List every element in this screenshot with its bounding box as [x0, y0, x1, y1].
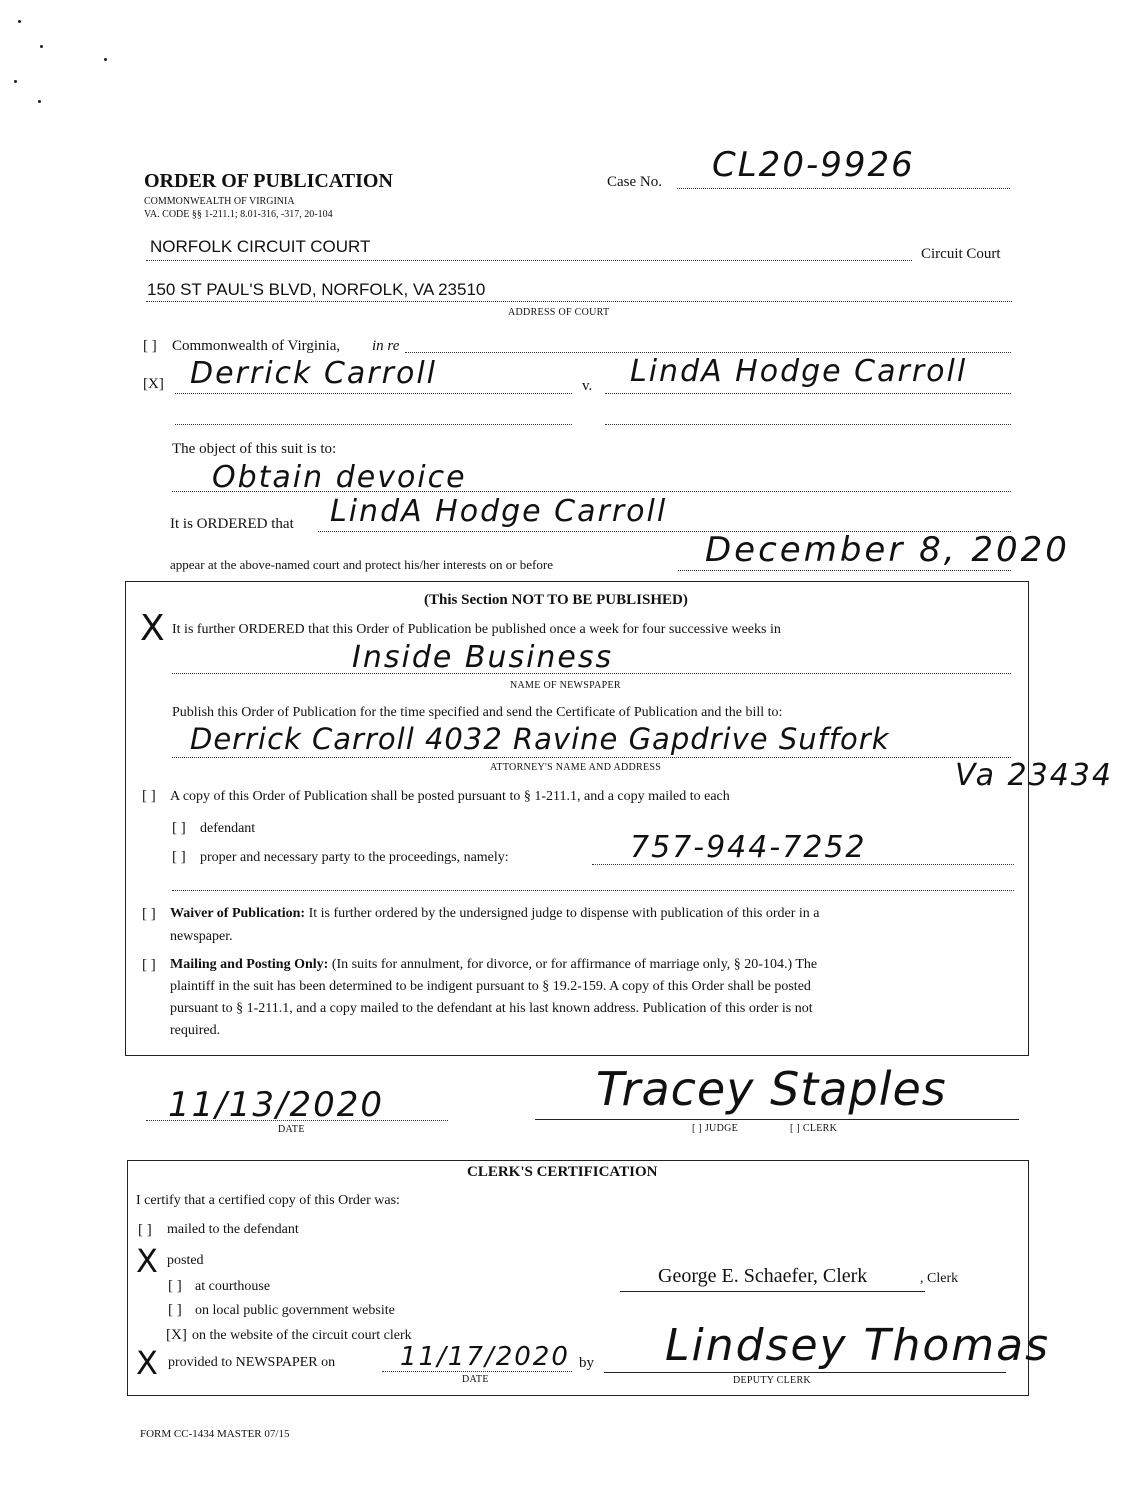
proper-label: proper and necessary party to the proceedings, namely: — [200, 850, 509, 865]
checkbox-commonwealth[interactable]: [ ] — [143, 338, 157, 354]
mailing-text-3: pursuant to § 1-211.1, and a copy mailed to the defendant at his last known address. Publication of this order is not — [170, 1001, 813, 1016]
clerk-name: George E. Schaefer, Clerk — [658, 1265, 868, 1287]
address-line — [146, 301, 1012, 302]
ordered-label: It is ORDERED that — [170, 516, 294, 532]
judge-signature-line — [535, 1119, 1019, 1120]
object-value[interactable]: Obtain devoice — [212, 460, 467, 495]
clerk-name-line — [620, 1291, 925, 1292]
deputy-signature-line — [604, 1372, 1006, 1373]
checkbox-proper[interactable]: [ ] — [172, 849, 186, 865]
waiver-text: It is further ordered by the undersigned judge to dispense with publication of this order in a — [308, 906, 820, 921]
signature-date-line — [146, 1120, 448, 1121]
mailed-label: mailed to the defendant — [167, 1222, 299, 1237]
commonwealth-label: Commonwealth of Virginia, — [172, 338, 341, 354]
deputy-label: DEPUTY CLERK — [733, 1375, 811, 1386]
copy-text: A copy of this Order of Publication shall be posted pursuant to § 1-211.1, and a copy mailed to each — [170, 789, 730, 804]
in-re-label: in re — [372, 338, 400, 354]
appear-label: appear at the above-named court and protect his/her interests on or before — [170, 557, 553, 572]
newspaper-line — [172, 673, 1011, 674]
clerk-suffix: , Clerk — [920, 1271, 959, 1286]
checkbox-copy[interactable]: [ ] — [142, 788, 156, 804]
case-number[interactable]: CL20-9926 — [712, 145, 915, 185]
court-address[interactable]: 150 ST PAUL'S BLVD, NORFOLK, VA 23510 — [147, 280, 486, 299]
certification-intro: I certify that a certified copy of this Order was: — [136, 1193, 400, 1208]
newspaper-name[interactable]: Inside Business — [352, 640, 614, 675]
judge-checkbox-label[interactable]: [ ] JUDGE — [692, 1123, 739, 1134]
section-heading: (This Section NOT TO BE PUBLISHED) — [424, 592, 688, 608]
certification-heading: CLERK'S CERTIFICATION — [467, 1164, 658, 1180]
form-code: VA. CODE §§ 1-211.1; 8.01-316, -317, 20-104 — [144, 209, 333, 220]
mailing-text-2: plaintiff in the suit has been determined to be indigent pursuant to § 19.2-159. A copy of this Order shall be posted — [170, 979, 811, 994]
object-label: The object of this suit is to: — [172, 441, 337, 457]
defendant-name[interactable]: LindA Hodge Carroll — [630, 354, 968, 389]
checkbox-provided[interactable]: X — [136, 1344, 160, 1382]
checkbox-party[interactable]: [X] — [143, 376, 164, 392]
courthouse-label: at courthouse — [195, 1279, 271, 1294]
further-text: It is further ORDERED that this Order of Publication be published once a week for four successive weeks in — [172, 622, 781, 637]
by-label: by — [579, 1355, 594, 1371]
mailing-heading: Mailing and Posting Only: — [170, 957, 329, 972]
court-suffix: Circuit Court — [921, 246, 1001, 262]
newspaper-label: NAME OF NEWSPAPER — [510, 680, 621, 691]
defendant-line — [605, 393, 1011, 394]
attorney-name-address[interactable]: Derrick Carroll 4032 Ravine Gapdrive Suffork — [190, 722, 890, 756]
mailing-text-4: required. — [170, 1023, 221, 1038]
scan-speck — [18, 20, 21, 23]
attorney-line — [172, 757, 1011, 758]
waiver-heading: Waiver of Publication: — [170, 906, 306, 921]
checkbox-clerk-site[interactable]: [X] — [166, 1327, 187, 1343]
address-label: ADDRESS OF COURT — [508, 307, 610, 318]
in-re-line — [405, 352, 1011, 353]
provided-label: provided to NEWSPAPER on — [168, 1355, 336, 1370]
court-name[interactable]: NORFOLK CIRCUIT COURT — [150, 237, 371, 256]
clerk-checkbox-label[interactable]: [ ] CLERK — [790, 1123, 838, 1134]
appear-line — [678, 570, 1011, 571]
form-subtitle: COMMONWEALTH OF VIRGINIA — [144, 196, 295, 207]
checkbox-local-site[interactable]: [ ] — [168, 1302, 182, 1318]
proper-value[interactable]: 757-944-7252 — [630, 830, 867, 865]
proper-line-2 — [172, 890, 1014, 891]
signature-date-label: DATE — [278, 1124, 305, 1135]
scan-speck — [40, 45, 43, 48]
checkbox-posted[interactable]: X — [136, 1242, 160, 1280]
case-label: Case No. — [607, 174, 662, 190]
form-number: FORM CC-1434 MASTER 07/15 — [140, 1428, 290, 1440]
provided-date[interactable]: 11/17/2020 — [400, 1342, 570, 1372]
publish-text: Publish this Order of Publication for the time specified and send the Certificate of Publication and the bill to: — [172, 705, 783, 720]
defendant-label: defendant — [200, 821, 256, 836]
plaintiff-name[interactable]: Derrick Carroll — [190, 356, 437, 391]
signature-date[interactable]: 11/13/2020 — [168, 1085, 384, 1125]
judge-signature[interactable]: Tracey Staples — [596, 1062, 947, 1116]
mailing-text-1: (In suits for annulment, for divorce, or for affirmance of marriage only, § 20-104.) The — [331, 957, 818, 972]
checkbox-waiver[interactable]: [ ] — [142, 906, 156, 922]
defendant-line-2 — [605, 424, 1011, 425]
plaintiff-line-2 — [175, 424, 572, 425]
ordered-party[interactable]: LindA Hodge Carroll — [330, 494, 668, 529]
checkbox-courthouse[interactable]: [ ] — [168, 1278, 182, 1294]
plaintiff-line — [175, 393, 572, 394]
checkbox-defendant[interactable]: [ ] — [172, 820, 186, 836]
attorney-label: ATTORNEY'S NAME AND ADDRESS — [490, 762, 662, 773]
provided-date-label: DATE — [462, 1374, 489, 1385]
appear-date[interactable]: December 8, 2020 — [705, 530, 1070, 570]
scan-speck — [104, 58, 107, 61]
posted-label: posted — [167, 1253, 204, 1268]
scan-speck — [14, 80, 17, 83]
clerk-site-label: on the website of the circuit court clerk — [192, 1328, 412, 1343]
object-line — [172, 491, 1011, 492]
checkbox-mailing[interactable]: [ ] — [142, 957, 156, 973]
scan-speck — [38, 100, 41, 103]
versus-label: v. — [582, 378, 593, 394]
attorney-address-line2[interactable]: Va 23434 — [955, 758, 1113, 793]
waiver-paragraph — [170, 906, 1010, 922]
waiver-text-2: newspaper. — [170, 929, 233, 944]
case-line — [677, 188, 1010, 189]
deputy-signature[interactable]: Lindsey Thomas — [665, 1320, 1051, 1371]
further-checkbox[interactable]: X — [140, 608, 167, 649]
checkbox-mailed[interactable]: [ ] — [138, 1222, 152, 1238]
court-line — [146, 260, 912, 261]
mailing-paragraph — [170, 957, 1015, 973]
local-site-label: on local public government website — [195, 1303, 395, 1318]
form-title: ORDER OF PUBLICATION — [144, 170, 393, 192]
